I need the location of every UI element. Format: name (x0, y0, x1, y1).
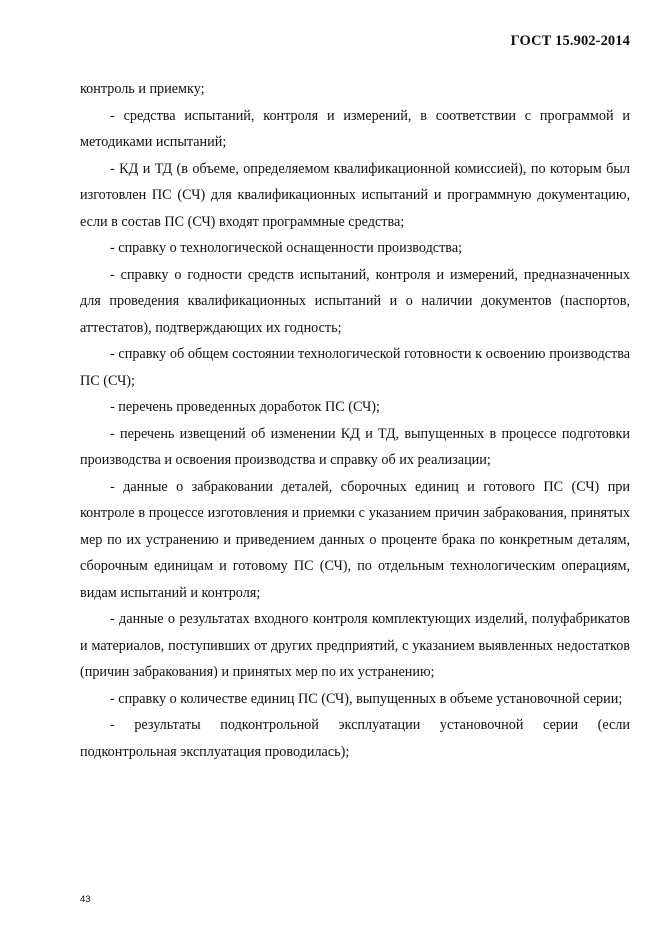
list-item: - справку о годности средств испытаний, контроля и измерений, предназначенных для проведения квалификационных испытаний и о наличии документов (паспортов, аттестатов), подтверждающих их годность; (80, 266, 630, 336)
page-number: 43 (80, 894, 91, 905)
list-item: - данные о забраковании деталей, сборочных единиц и готового ПС (СЧ) при контроле в процессе изготовления и приемки с указанием причин забракования, принятых мер по их устранению и приведением данных о проценте брака по конкретным деталям, сборочным единицам и готовому ПС (СЧ), по отдельным технологическим операциям, видам испытаний и контроля; (80, 478, 630, 601)
list-item: - средства испытаний, контроля и измерений, в соответствии с программой и методиками испытаний; (80, 107, 630, 150)
document-code-header: ГОСТ 15.902-2014 (510, 33, 630, 49)
list-item: - справку о технологической оснащенности производства; (110, 240, 463, 256)
list-item: - результаты подконтрольной эксплуатации установочной серии (если подконтрольная эксплуатация проводилась); (80, 717, 630, 760)
document-body (80, 76, 630, 765)
paragraph: контроль и приемку; (80, 81, 205, 97)
list-item: - данные о результатах входного контроля комплектующих изделий, полуфабрикатов и материалов, поступивших от других предприятий, с указанием выявленных недостатков (причин забракования) и принятых мер по их устранению; (80, 611, 630, 680)
list-item: - перечень проведенных доработок ПС (СЧ); (110, 399, 380, 415)
list-item: - справку об общем состоянии технологической готовности к освоению производства ПС (СЧ); (80, 346, 630, 389)
list-item: - перечень извещений об изменении КД и ТД, выпущенных в процессе подготовки производства и освоения производства и справку об их реализации; (80, 425, 630, 468)
list-item: - справку о количестве единиц ПС (СЧ), выпущенных в объеме установочной серии; (110, 690, 623, 707)
list-item: - КД и ТД (в объеме, определяемом квалификационной комиссией), по которым был изготовлен ПС (СЧ) для квалификационных испытаний и программную документацию, если в состав ПС (СЧ) входят программные средства; (80, 160, 630, 230)
